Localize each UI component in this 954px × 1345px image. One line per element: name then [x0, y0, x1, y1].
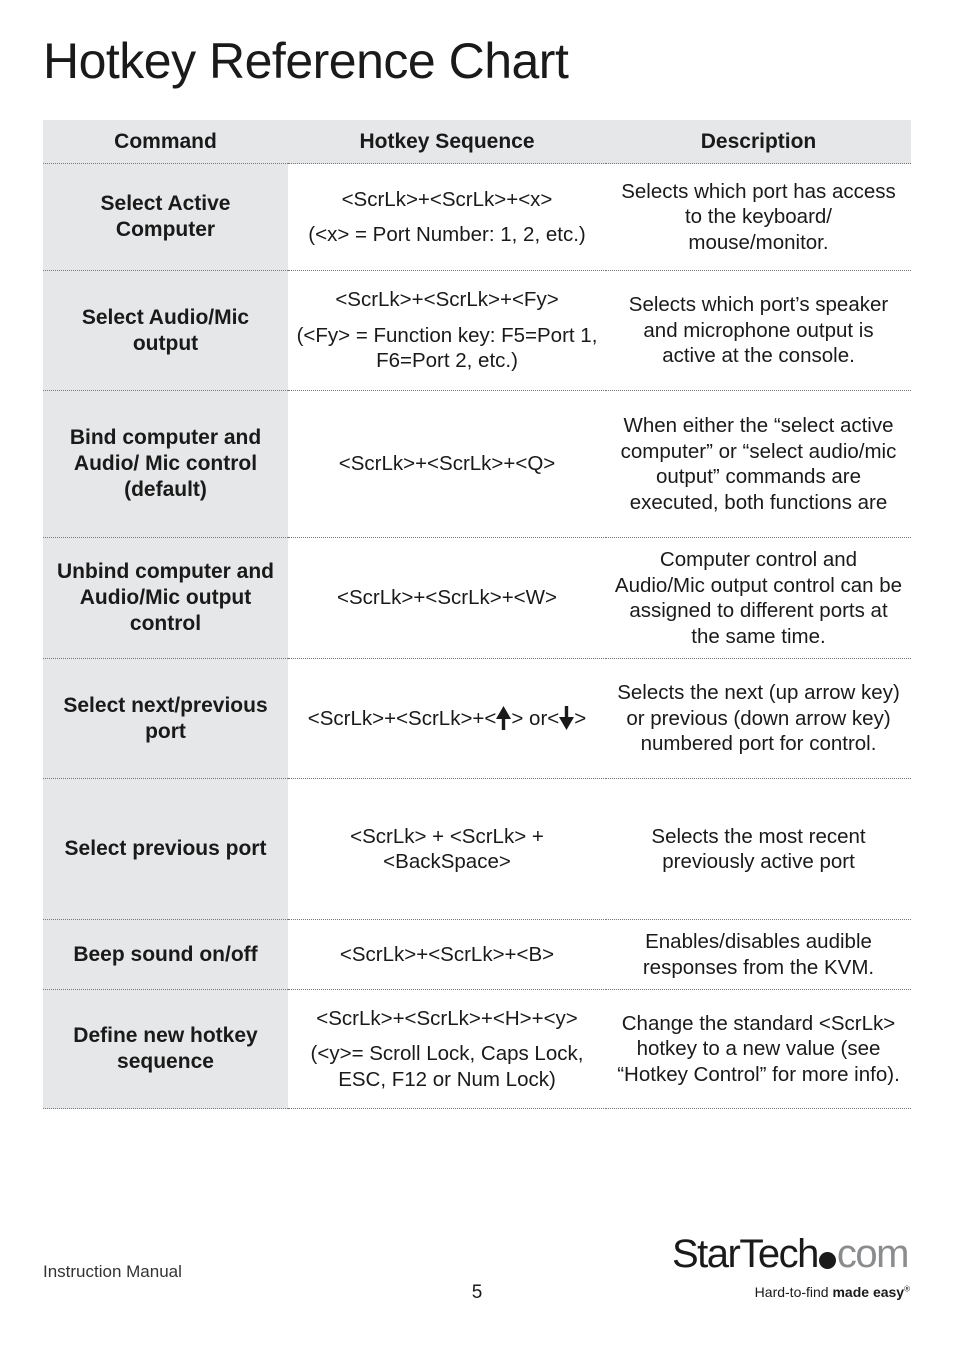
command-cell: Define new hotkey sequence [43, 990, 288, 1109]
hotkey-cell [288, 164, 606, 271]
registered-mark: ® [904, 1284, 910, 1294]
table-row [43, 920, 911, 990]
tagline-bold: made easy [832, 1284, 905, 1300]
description-cell: Enables/disables audible responses from the KVM. [606, 920, 911, 990]
table-row [43, 271, 911, 391]
tagline-regular: Hard-to-find [754, 1284, 833, 1300]
table-row [43, 538, 911, 659]
hotkey-reference-table [43, 120, 911, 1109]
hotkey-cell [288, 659, 606, 779]
description-cell: Selects which port’s speaker and microphone output is active at the console. [606, 271, 911, 391]
command-cell: Select next/previous port [43, 659, 288, 779]
table-row [43, 391, 911, 538]
hotkey-cell: <ScrLk>+<ScrLk>+<W> [288, 538, 606, 659]
description-cell: Change the standard <ScrLk> hotkey to a new value (see “Hotkey Control” for more info). [606, 990, 911, 1109]
description-cell: Computer control and Audio/Mic output control can be assigned to different ports at the same time. [606, 538, 911, 659]
command-cell: Select previous port [43, 779, 288, 920]
table-row [43, 990, 911, 1109]
page-number: 5 [471, 1282, 483, 1303]
hotkey-note: (<y>= Scroll Lock, Caps Lock, ESC, F12 or Num Lock) [310, 1042, 584, 1091]
description-cell: Selects the most recent previously active port [606, 779, 911, 920]
hotkey-note: (<Fy> = Function key: F5=Port 1, F6=Port 2, etc.) [296, 323, 598, 373]
command-cell: Beep sound on/off [43, 920, 288, 990]
table-row [43, 779, 911, 920]
description-cell: When either the “select active computer” or “select audio/mic output” commands are executed, both functions are [606, 391, 911, 538]
hotkey-prefix: <ScrLk>+<ScrLk>+< [307, 706, 497, 730]
command-cell: Unbind computer and Audio/Mic output control [43, 538, 288, 659]
footer-manual-label: Instruction Manual [43, 1262, 182, 1281]
table-row [43, 659, 911, 779]
header-description: Description [606, 120, 911, 164]
description-cell: Selects which port has access to the keyboard/ mouse/monitor. [606, 164, 911, 271]
header-hotkey-sequence: Hotkey Sequence [288, 120, 606, 164]
hotkey-sequence: <ScrLk>+<ScrLk>+<x> [341, 187, 553, 211]
hotkey-sequence: <ScrLk>+<ScrLk>+<H>+<y> [316, 1006, 578, 1030]
logo-wordmark [672, 1232, 908, 1277]
hotkey-sequence: <ScrLk>+<ScrLk>+<Fy> [335, 288, 559, 312]
hotkey-note: (<x> = Port Number: 1, 2, etc.) [308, 223, 586, 246]
header-command: Command [43, 120, 288, 164]
logo-tagline [755, 1284, 910, 1300]
logo-text-start: StarTech [672, 1232, 818, 1276]
logo-dot-icon [819, 1252, 836, 1269]
hotkey-cell: <ScrLk> + <ScrLk> + <BackSpace> [288, 779, 606, 920]
hotkey-cell [288, 271, 606, 391]
logo-text-end: com [836, 1232, 908, 1276]
command-cell: Select Active Computer [43, 164, 288, 271]
hotkey-suffix: > [574, 706, 587, 730]
description-cell: Selects the next (up arrow key) or previous (down arrow key) numbered port for control. [606, 659, 911, 779]
hotkey-cell [288, 990, 606, 1109]
table-row [43, 164, 911, 271]
command-cell: Select Audio/Mic output [43, 271, 288, 391]
startech-logo [672, 1232, 912, 1304]
table-header-row [43, 120, 911, 164]
hotkey-cell: <ScrLk>+<ScrLk>+<Q> [288, 391, 606, 538]
down-arrow-icon [559, 706, 574, 730]
hotkey-cell: <ScrLk>+<ScrLk>+<B> [288, 920, 606, 990]
page-title: Hotkey Reference Chart [43, 33, 569, 89]
hotkey-mid: > or< [511, 706, 560, 730]
command-cell: Bind computer and Audio/ Mic control (default) [43, 391, 288, 538]
up-arrow-icon [496, 706, 511, 730]
